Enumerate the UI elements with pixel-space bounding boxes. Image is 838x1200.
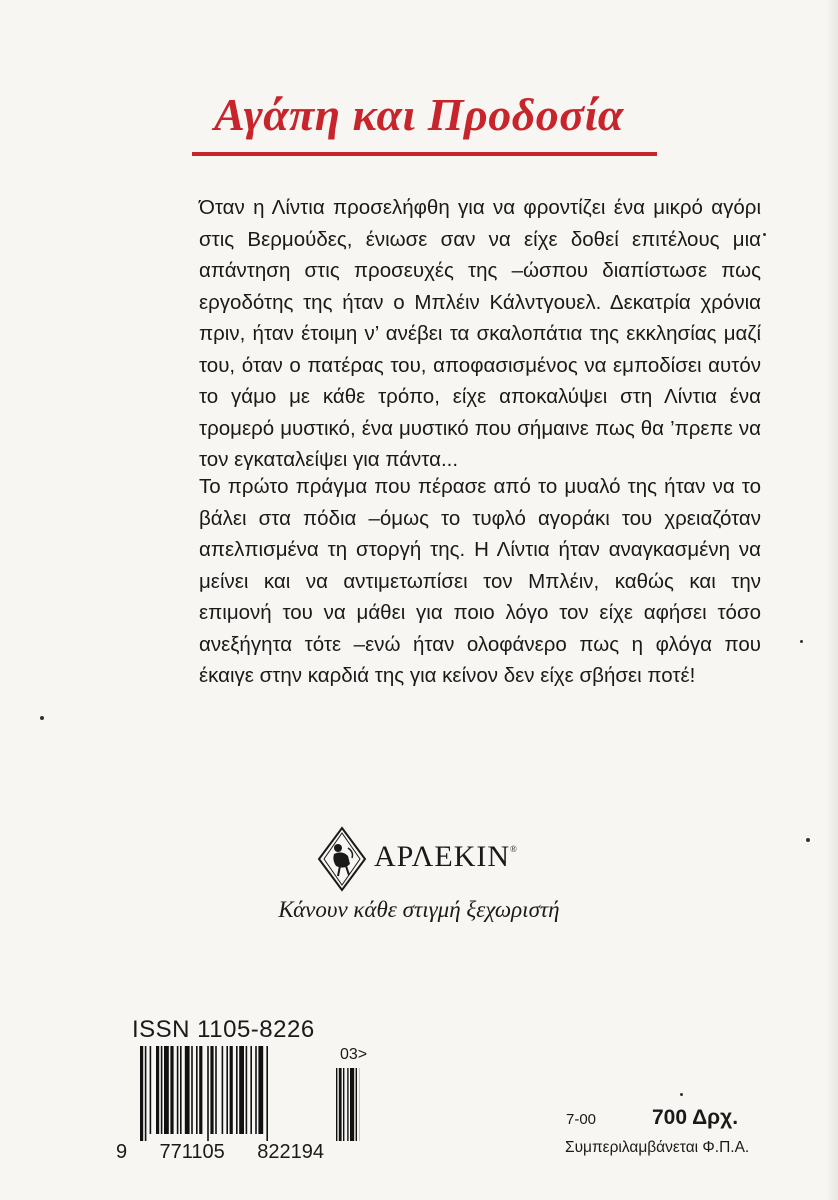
publisher-tagline: Κάνουν κάθε στιγμή ξεχωριστή — [278, 897, 560, 922]
title-underline — [192, 152, 657, 156]
barcode-digits — [116, 1141, 324, 1164]
paper-speck — [40, 716, 44, 720]
publisher-name: ΑΡΛΕΚΙΝ® — [374, 840, 518, 873]
publisher-logo — [316, 826, 536, 896]
barcode-addon-bar — [356, 1068, 357, 1141]
barcode-addon-bar — [339, 1068, 342, 1141]
barcode-addon-bar — [336, 1068, 337, 1141]
barcode-bar — [226, 1046, 228, 1134]
barcode-bar — [140, 1046, 143, 1141]
barcode — [140, 1046, 360, 1141]
issue-code: 7-00 — [566, 1111, 597, 1128]
book-title: Αγάπη και Προδοσία — [214, 89, 624, 140]
barcode-digit-lead: 9 — [116, 1141, 128, 1163]
paper-speck — [806, 838, 810, 842]
barcode-bar — [236, 1046, 238, 1134]
barcode-bar — [210, 1046, 213, 1134]
barcode-bar — [185, 1046, 190, 1134]
barcode-bar — [180, 1046, 182, 1134]
barcode-bar — [258, 1046, 263, 1134]
barcode-addon-bar — [347, 1068, 348, 1141]
barcode-bar — [161, 1046, 163, 1134]
barcode-bar — [191, 1046, 193, 1134]
barcode-digit-group-2: 822194 — [257, 1141, 324, 1163]
barcode-bar — [250, 1046, 252, 1134]
barcode-bar — [255, 1046, 257, 1134]
barcode-bar — [266, 1046, 268, 1141]
barcode-bar — [177, 1046, 179, 1134]
price: 700 Δρχ. — [652, 1106, 739, 1129]
barcode-addon-bar — [350, 1068, 354, 1141]
barcode-bar — [170, 1046, 173, 1134]
barcode-bar — [207, 1046, 209, 1141]
barcode-bar — [164, 1046, 169, 1134]
barcode-bar — [230, 1046, 233, 1134]
barcode-bar — [196, 1046, 198, 1134]
barcode-bar — [222, 1046, 224, 1134]
barcode-bar — [246, 1046, 248, 1134]
paper-speck — [763, 233, 766, 236]
barcode-digit-group-1: 771105 — [159, 1141, 225, 1163]
barcode-bar — [156, 1046, 159, 1134]
barcode-bar — [150, 1046, 152, 1134]
barcode-bar — [215, 1046, 217, 1134]
barcode-bar — [199, 1046, 202, 1134]
paper-speck — [680, 1093, 683, 1096]
barcode-addon-bar — [343, 1068, 344, 1141]
issn-label: ISSN 1105-8226 — [132, 1016, 315, 1043]
barcode-bar — [145, 1046, 147, 1141]
barcode-addon: 03> — [340, 1046, 368, 1063]
barcode-bar — [239, 1046, 244, 1134]
page-edge — [826, 0, 838, 1200]
vat-note: Συμπεριλαμβάνεται Φ.Π.Α. — [565, 1139, 750, 1156]
harlequin-diamond-icon — [316, 826, 368, 892]
blurb-paragraph-1: Όταν η Λίντια προσελήφθη για να φροντίζει ένα μικρό αγόρι στις Βερμούδες, ένιωσε σαν να είχε δοθεί επιτέλους μια απάντηση στις προσευχές της –ώσπου διαπίστωσε πως εργοδότης της ήταν ο Μπλέιν Κάλντγουελ. Δεκατρία χρόνια πριν, ήταν έτοιμη ν’ ανέβει τα σκαλοπάτια της εκκλησίας μαζί του, όταν ο πατέρας του, αποφασισμένος να εμποδίσει αυτόν το γάμο με κάθε τρόπο, είχε αποκαλύψει στη Λίντια ένα τρομερό μυστικό, ένα μυστικό που σήμαινε πως θα ’πρεπε να τον εγκαταλείψει για πάντα... — [199, 196, 761, 471]
blurb-paragraph-2: Το πρώτο πράγμα που πέρασε από το μυαλό της ήταν να το βάλει στα πόδια –όμως το τυφλό αγοράκι του χρειαζόταν απελπισμένα τη στοργή της. Η Λίντια ήταν αναγκασμένη να μείνει και να αντιμετωπίσει τον Μπλέιν, καθώς και την επιμονή του να μάθει για ποιο λόγο τον είχε αφήσει τόσο ανεξήγητα τότε –ενώ ήταν ολοφάνερο πως η φλόγα που έκαιγε στην καρδιά της για κείνον δεν είχε σβήσει ποτέ! — [199, 475, 761, 687]
paper-speck — [800, 640, 803, 643]
